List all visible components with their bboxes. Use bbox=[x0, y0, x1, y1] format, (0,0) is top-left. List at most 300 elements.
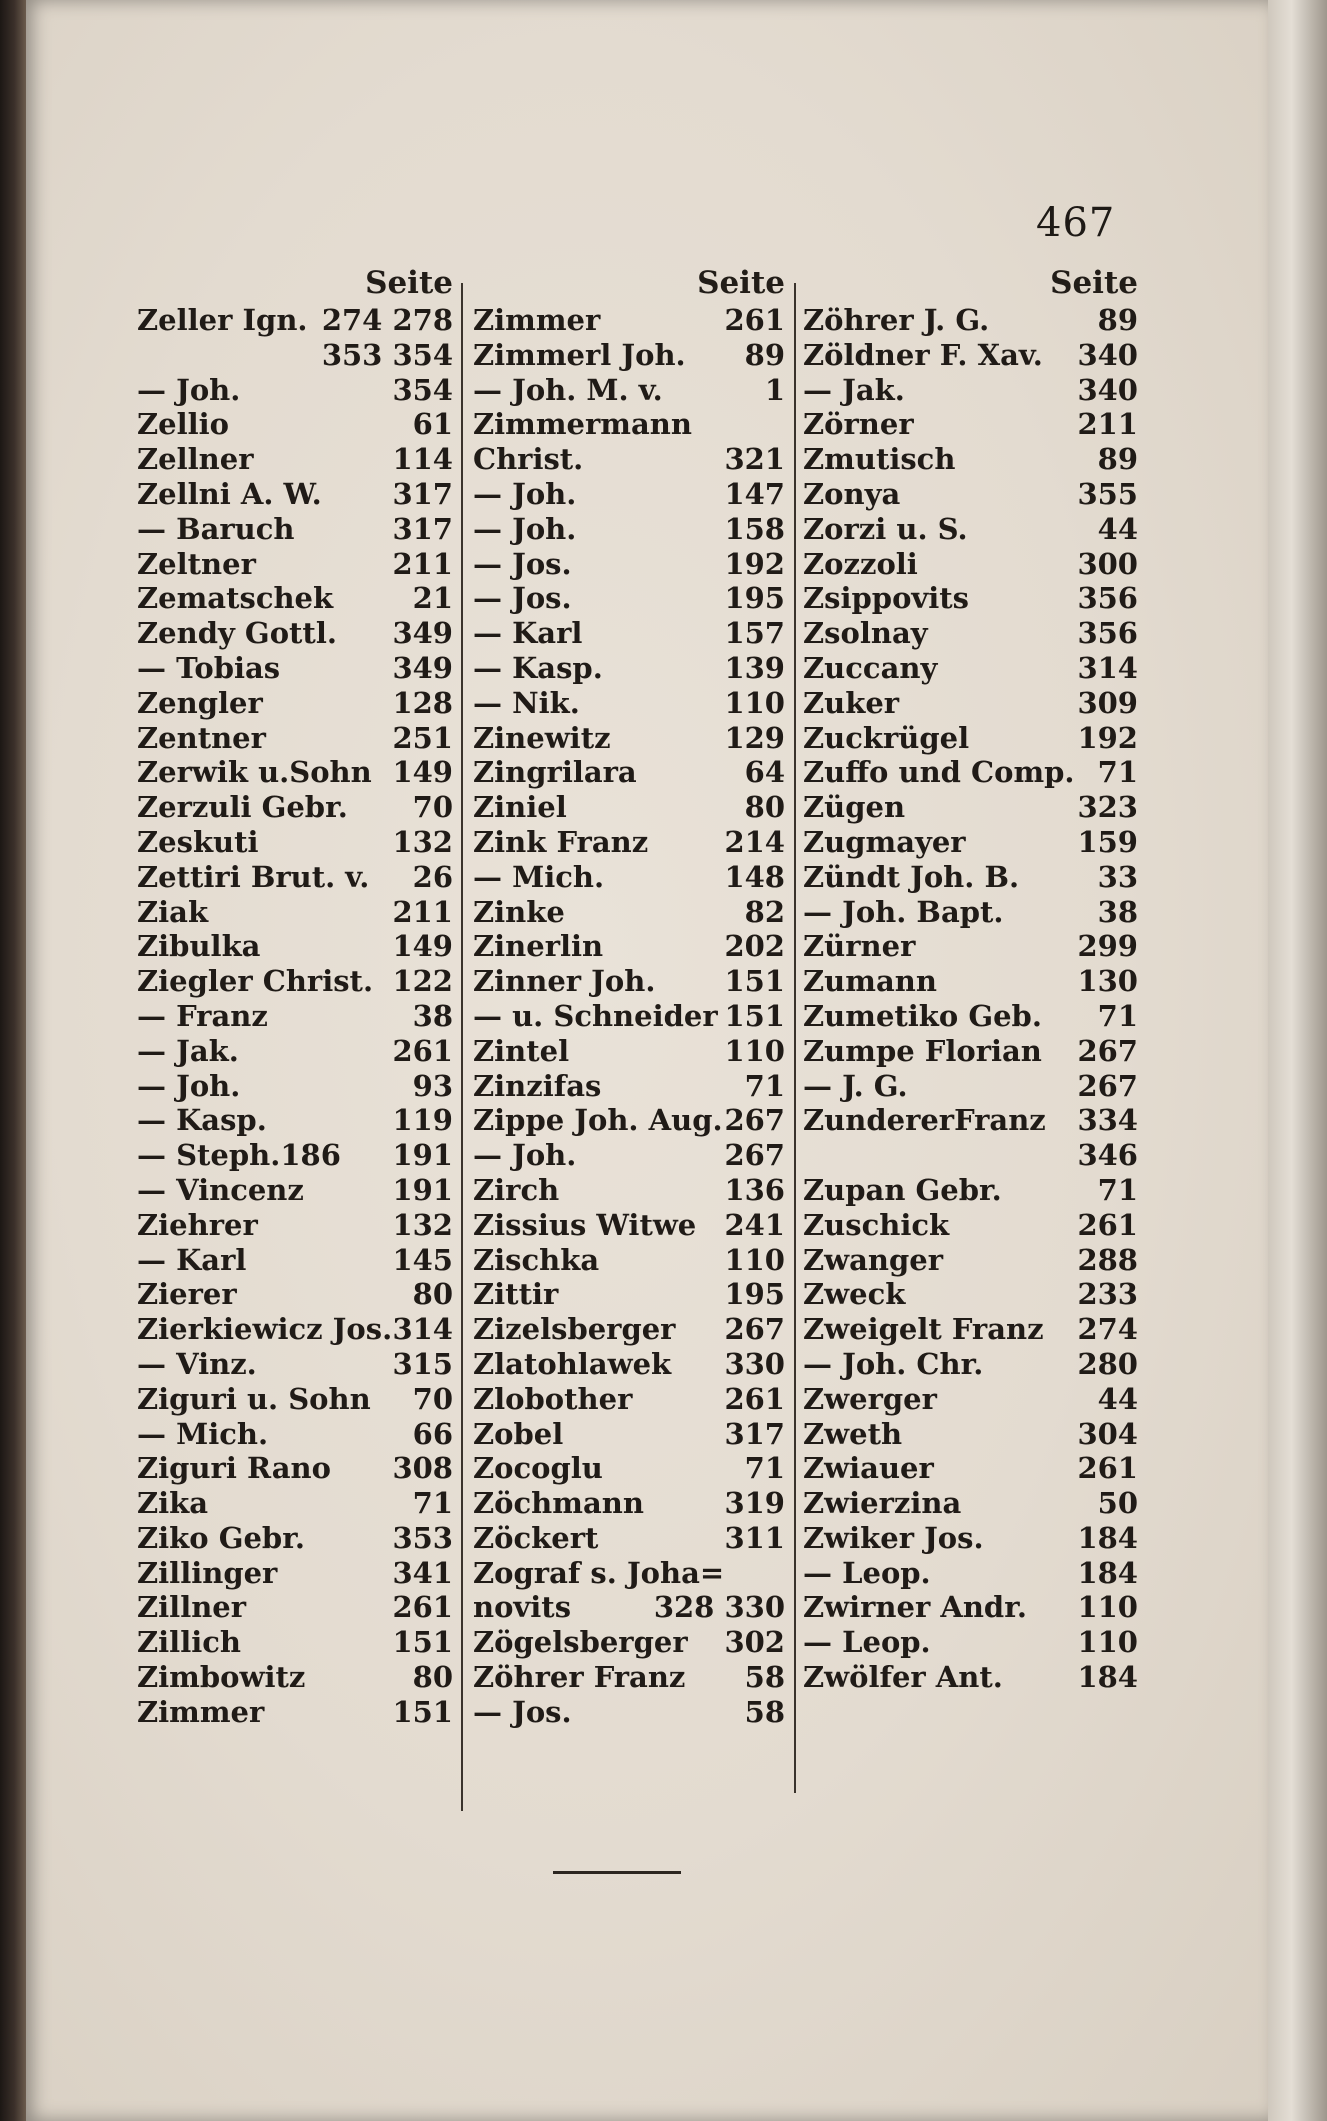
entry-pages: 151 bbox=[392, 1625, 453, 1660]
entry-pages: 148 bbox=[724, 859, 785, 894]
index-entry bbox=[473, 686, 785, 721]
entry-name: Zürner bbox=[803, 929, 916, 964]
entry-name: — Jos. bbox=[473, 546, 572, 581]
entry-name: — Jak. bbox=[137, 1033, 239, 1068]
entry-pages: 202 bbox=[724, 929, 785, 964]
entry-pages: 136 bbox=[724, 1172, 785, 1207]
entry-name: Ziguri Rano bbox=[137, 1451, 331, 1486]
entry-name: — J. G. bbox=[803, 1068, 908, 1103]
entry-pages: 355 bbox=[1077, 476, 1138, 511]
index-entry bbox=[803, 999, 1138, 1034]
entry-name: Zumetiko Geb. bbox=[803, 998, 1042, 1033]
column-header: Seite bbox=[1050, 265, 1138, 301]
entry-pages: 274 bbox=[1077, 1312, 1138, 1347]
entry-name: Zozzoli bbox=[803, 546, 918, 581]
index-entry bbox=[137, 651, 453, 686]
index-entry bbox=[473, 1556, 785, 1591]
entry-name: Zinewitz bbox=[473, 720, 611, 755]
entry-name: Zengler bbox=[137, 685, 263, 720]
index-entry bbox=[473, 964, 785, 999]
entry-pages: 26 bbox=[412, 859, 453, 894]
index-entry bbox=[137, 512, 453, 547]
index-entry bbox=[803, 1590, 1138, 1625]
entry-name: — Joh. M. v. bbox=[473, 372, 663, 407]
entry-pages: 314 bbox=[1077, 650, 1138, 685]
index-entry bbox=[803, 1243, 1138, 1278]
entry-name: Zimmermann bbox=[473, 407, 692, 442]
entry-name: Zintel bbox=[473, 1033, 570, 1068]
entry-name: Zierkiewicz Jos. bbox=[137, 1312, 393, 1347]
index-entry bbox=[137, 581, 453, 616]
entry-name: — Steph.186 bbox=[137, 1138, 341, 1173]
entry-name: Zuffo und Comp. bbox=[803, 755, 1075, 790]
entry-name: Zeskuti bbox=[137, 824, 259, 859]
index-entry bbox=[473, 1695, 785, 1730]
entry-pages: 66 bbox=[412, 1416, 453, 1451]
entry-name: Zugmayer bbox=[803, 824, 966, 859]
entry-name: — Jos. bbox=[473, 1694, 572, 1729]
entry-pages: 151 bbox=[724, 998, 785, 1033]
entry-pages: 267 bbox=[724, 1138, 785, 1173]
index-entry bbox=[473, 547, 785, 582]
entry-pages: 80 bbox=[412, 1660, 453, 1695]
entry-name: — Joh. bbox=[137, 372, 241, 407]
entry-pages: 195 bbox=[724, 1277, 785, 1312]
entry-pages: 317 bbox=[724, 1416, 785, 1451]
entry-name: — Jos. bbox=[473, 581, 572, 616]
index-entry bbox=[473, 1382, 785, 1417]
entry-pages: 308 bbox=[392, 1451, 453, 1486]
index-entry bbox=[137, 442, 453, 477]
entry-pages: 356 bbox=[1077, 616, 1138, 651]
entry-pages: 93 bbox=[412, 1068, 453, 1103]
index-entry bbox=[473, 860, 785, 895]
entry-pages: 44 bbox=[1097, 1381, 1138, 1416]
entry-pages: 50 bbox=[1097, 1486, 1138, 1521]
entry-pages: 349 bbox=[392, 616, 453, 651]
entry-pages: 241 bbox=[724, 1207, 785, 1242]
entry-name: ZundererFranz bbox=[803, 1103, 1046, 1138]
entry-name: — Tobias bbox=[137, 650, 281, 685]
index-entry bbox=[803, 338, 1138, 373]
entry-pages: 132 bbox=[392, 824, 453, 859]
entry-pages: 356 bbox=[1077, 581, 1138, 616]
entry-name: Zörner bbox=[803, 407, 914, 442]
entry-pages: 191 bbox=[392, 1138, 453, 1173]
entry-name: — Joh. Bapt. bbox=[803, 894, 1004, 929]
entry-name: — Jak. bbox=[803, 372, 905, 407]
entry-name: Zwiauer bbox=[803, 1451, 934, 1486]
column-header: Seite bbox=[697, 265, 785, 301]
entry-pages: 119 bbox=[392, 1103, 453, 1138]
entry-name: Zonya bbox=[803, 476, 901, 511]
entry-pages: 70 bbox=[412, 790, 453, 825]
index-entry bbox=[137, 1486, 453, 1521]
index-entry bbox=[473, 651, 785, 686]
entry-pages: 323 bbox=[1077, 790, 1138, 825]
index-entry bbox=[137, 1556, 453, 1591]
entry-name: — Vincenz bbox=[137, 1172, 304, 1207]
entry-pages: 328 330 bbox=[653, 1590, 785, 1625]
index-entry bbox=[803, 1625, 1138, 1660]
entry-name: — Kasp. bbox=[473, 650, 603, 685]
entry-name: Zillner bbox=[137, 1590, 247, 1625]
book-binding-edge bbox=[0, 0, 26, 2121]
index-entry bbox=[137, 1590, 453, 1625]
entry-name: — Vinz. bbox=[137, 1346, 257, 1381]
entry-pages: 354 bbox=[392, 372, 453, 407]
entry-name: Zerwik u.Sohn bbox=[137, 755, 372, 790]
entry-pages: 314 bbox=[392, 1312, 453, 1347]
entry-pages: 304 bbox=[1077, 1416, 1138, 1451]
entry-pages: 261 bbox=[392, 1033, 453, 1068]
entry-pages: 158 bbox=[724, 511, 785, 546]
index-entry bbox=[473, 303, 785, 338]
index-entry bbox=[137, 547, 453, 582]
index-entry bbox=[803, 1103, 1138, 1138]
index-entry bbox=[137, 1208, 453, 1243]
entry-name: Zentner bbox=[137, 720, 266, 755]
entry-pages: 149 bbox=[392, 755, 453, 790]
index-entry bbox=[803, 755, 1138, 790]
page-number: 467 bbox=[1036, 200, 1116, 246]
index-entry bbox=[803, 929, 1138, 964]
index-entry bbox=[473, 373, 785, 408]
entry-pages: 128 bbox=[392, 685, 453, 720]
entry-name: Zink Franz bbox=[473, 824, 649, 859]
entry-pages: 191 bbox=[392, 1172, 453, 1207]
entry-pages: 214 bbox=[724, 824, 785, 859]
entry-pages: 80 bbox=[744, 790, 785, 825]
entry-name: Zuckrügel bbox=[803, 720, 970, 755]
entry-pages: 192 bbox=[1077, 720, 1138, 755]
entry-pages: 261 bbox=[1077, 1451, 1138, 1486]
entry-name: Zika bbox=[137, 1486, 209, 1521]
entry-pages: 267 bbox=[724, 1312, 785, 1347]
entry-pages: 300 bbox=[1077, 546, 1138, 581]
index-entry bbox=[803, 1451, 1138, 1486]
index-entry bbox=[803, 1382, 1138, 1417]
index-entry bbox=[137, 1173, 453, 1208]
entry-pages: 139 bbox=[724, 650, 785, 685]
index-entry bbox=[137, 860, 453, 895]
entry-name: — Baruch bbox=[137, 511, 295, 546]
entry-pages: 341 bbox=[392, 1555, 453, 1590]
entry-name: Zerzuli Gebr. bbox=[137, 790, 348, 825]
entry-name: Zendy Gottl. bbox=[137, 616, 337, 651]
index-entry bbox=[473, 1138, 785, 1173]
entry-pages: 110 bbox=[724, 1242, 785, 1277]
entry-name: Zimmer bbox=[473, 303, 601, 337]
index-entry bbox=[473, 1486, 785, 1521]
entry-pages: 211 bbox=[392, 894, 453, 929]
entry-name: Zimmer bbox=[137, 1694, 265, 1729]
index-entry bbox=[473, 338, 785, 373]
entry-pages: 89 bbox=[744, 337, 785, 372]
entry-name: Zippe Joh. Aug. bbox=[473, 1103, 723, 1138]
entry-pages: 80 bbox=[412, 1277, 453, 1312]
index-entry bbox=[473, 1034, 785, 1069]
index-entry bbox=[473, 1243, 785, 1278]
index-entry bbox=[137, 338, 453, 373]
entry-pages: 110 bbox=[724, 1033, 785, 1068]
entry-pages: 157 bbox=[724, 616, 785, 651]
index-entry bbox=[137, 1660, 453, 1695]
entry-pages: 233 bbox=[1077, 1277, 1138, 1312]
entry-pages: 71 bbox=[1097, 998, 1138, 1033]
index-entry bbox=[473, 1312, 785, 1347]
entry-name: Zorzi u. S. bbox=[803, 511, 968, 546]
entry-name: — Kasp. bbox=[137, 1103, 267, 1138]
entry-pages: 58 bbox=[744, 1694, 785, 1729]
entry-pages: 211 bbox=[1077, 407, 1138, 442]
index-entry bbox=[137, 999, 453, 1034]
entry-pages: 340 bbox=[1077, 337, 1138, 372]
index-entry bbox=[137, 1625, 453, 1660]
entry-name: Zupan Gebr. bbox=[803, 1172, 1002, 1207]
index-entry bbox=[137, 407, 453, 442]
index-entry bbox=[803, 303, 1138, 338]
index-entry bbox=[803, 1417, 1138, 1452]
index-entry bbox=[803, 1556, 1138, 1591]
index-entry bbox=[137, 790, 453, 825]
entry-pages: 147 bbox=[724, 476, 785, 511]
column-divider bbox=[794, 283, 796, 1793]
entry-name: — Leop. bbox=[803, 1625, 931, 1660]
entry-name: Zlatohlawek bbox=[473, 1346, 672, 1381]
entry-name: Zellni A. W. bbox=[137, 476, 322, 511]
index-entry bbox=[803, 1034, 1138, 1069]
index-entry bbox=[137, 755, 453, 790]
entry-pages: 195 bbox=[724, 581, 785, 616]
entry-name: — Leop. bbox=[803, 1555, 931, 1590]
entry-pages: 299 bbox=[1077, 929, 1138, 964]
entry-name: — Joh. Chr. bbox=[803, 1346, 984, 1381]
index-entry bbox=[137, 477, 453, 512]
index-entry bbox=[803, 964, 1138, 999]
entry-name: Zuccany bbox=[803, 650, 938, 685]
entry-name: Zöchmann bbox=[473, 1486, 644, 1521]
entry-pages: 311 bbox=[724, 1520, 785, 1555]
entry-pages: 315 bbox=[392, 1346, 453, 1381]
entry-name: Zillich bbox=[137, 1625, 241, 1660]
entry-pages: 261 bbox=[724, 303, 785, 337]
index-entry bbox=[473, 895, 785, 930]
index-entry bbox=[803, 895, 1138, 930]
entry-name: — Joh. bbox=[473, 511, 577, 546]
index-entry bbox=[803, 547, 1138, 582]
index-entry bbox=[803, 1069, 1138, 1104]
entry-name: Zuschick bbox=[803, 1207, 950, 1242]
entry-name: Ziko Gebr. bbox=[137, 1520, 305, 1555]
entry-pages: 110 bbox=[724, 685, 785, 720]
entry-name: — Mich. bbox=[137, 1416, 269, 1451]
index-entry bbox=[803, 686, 1138, 721]
entry-name: — u. Schneider bbox=[473, 998, 718, 1033]
entry-pages: 353 354 bbox=[321, 337, 453, 372]
index-entry bbox=[137, 929, 453, 964]
index-entry bbox=[473, 581, 785, 616]
index-entry bbox=[473, 512, 785, 547]
index-entry bbox=[473, 790, 785, 825]
entry-name: novits bbox=[473, 1590, 572, 1625]
entry-name: Zematschek bbox=[137, 581, 334, 616]
closing-rule bbox=[553, 1871, 681, 1874]
entry-name: Zöhrer J. G. bbox=[803, 303, 990, 337]
entry-name: Zettiri Brut. v. bbox=[137, 859, 370, 894]
entry-pages: 82 bbox=[744, 894, 785, 929]
entry-name: Zischka bbox=[473, 1242, 600, 1277]
entry-name: Zweck bbox=[803, 1277, 906, 1312]
entry-pages: 71 bbox=[412, 1486, 453, 1521]
index-entry bbox=[137, 1451, 453, 1486]
entry-name: Zwierzina bbox=[803, 1486, 962, 1521]
entry-pages: 145 bbox=[392, 1242, 453, 1277]
entry-name: — Joh. bbox=[473, 476, 577, 511]
entry-name: Zmutisch bbox=[803, 442, 956, 477]
index-entry bbox=[137, 1034, 453, 1069]
index-entry bbox=[473, 477, 785, 512]
column-header: Seite bbox=[365, 265, 453, 301]
entry-name: Zsippovits bbox=[803, 581, 969, 616]
index-entry bbox=[473, 1625, 785, 1660]
index-entry bbox=[137, 721, 453, 756]
entry-pages: 64 bbox=[744, 755, 785, 790]
index-entry bbox=[473, 825, 785, 860]
entry-pages: 321 bbox=[724, 442, 785, 477]
entry-name: Zibulka bbox=[137, 929, 261, 964]
entry-pages: 334 bbox=[1077, 1103, 1138, 1138]
entry-pages: 319 bbox=[724, 1486, 785, 1521]
entry-name: Zellner bbox=[137, 442, 254, 477]
entry-pages: 280 bbox=[1077, 1346, 1138, 1381]
entry-name: Zingrilara bbox=[473, 755, 637, 790]
entry-pages: 122 bbox=[392, 964, 453, 999]
index-entry bbox=[803, 1521, 1138, 1556]
index-entry bbox=[803, 512, 1138, 547]
index-entry bbox=[473, 1451, 785, 1486]
index-entry bbox=[137, 1382, 453, 1417]
entry-name: Zwanger bbox=[803, 1242, 944, 1277]
entry-pages: 71 bbox=[1097, 1172, 1138, 1207]
entry-name: Zöhrer Franz bbox=[473, 1660, 686, 1695]
entry-name: Zeller Ign. bbox=[137, 303, 308, 337]
entry-name: — Karl bbox=[137, 1242, 247, 1277]
index-entry bbox=[803, 1486, 1138, 1521]
entry-name: Ziehrer bbox=[137, 1207, 258, 1242]
entry-pages: 184 bbox=[1077, 1555, 1138, 1590]
index-entry bbox=[473, 1103, 785, 1138]
entry-pages: 1 bbox=[764, 372, 785, 407]
index-entry bbox=[137, 825, 453, 860]
entry-name: Zwirner Andr. bbox=[803, 1590, 1027, 1625]
entry-name: Zügen bbox=[803, 790, 906, 825]
entry-name: Zöckert bbox=[473, 1520, 599, 1555]
entry-name: Zellio bbox=[137, 407, 230, 442]
entry-name: Zizelsberger bbox=[473, 1312, 676, 1347]
index-entry bbox=[803, 442, 1138, 477]
index-entry bbox=[803, 790, 1138, 825]
entry-pages: 261 bbox=[392, 1590, 453, 1625]
entry-name: Zweigelt Franz bbox=[803, 1312, 1044, 1347]
entry-name: — Karl bbox=[473, 616, 583, 651]
index-entry bbox=[137, 1277, 453, 1312]
entry-name: Zillinger bbox=[137, 1555, 278, 1590]
entry-name: Zissius Witwe bbox=[473, 1207, 697, 1242]
entry-pages: 129 bbox=[724, 720, 785, 755]
entry-name: Zumpe Florian bbox=[803, 1033, 1042, 1068]
entry-name: — Franz bbox=[137, 998, 268, 1033]
entry-pages: 267 bbox=[1077, 1068, 1138, 1103]
index-entry bbox=[473, 1417, 785, 1452]
entry-name: Zinerlin bbox=[473, 929, 604, 964]
entry-name: Zwerger bbox=[803, 1381, 937, 1416]
index-entry bbox=[473, 1069, 785, 1104]
entry-pages: 149 bbox=[392, 929, 453, 964]
index-entry bbox=[803, 860, 1138, 895]
entry-pages: 110 bbox=[1077, 1625, 1138, 1660]
index-entry bbox=[473, 721, 785, 756]
index-entry bbox=[137, 1138, 453, 1173]
entry-name: Zöldner F. Xav. bbox=[803, 337, 1043, 372]
entry-pages: 151 bbox=[724, 964, 785, 999]
index-entry bbox=[137, 1243, 453, 1278]
entry-pages: 288 bbox=[1077, 1242, 1138, 1277]
entry-name: Zweth bbox=[803, 1416, 903, 1451]
entry-pages: 38 bbox=[412, 998, 453, 1033]
index-entry bbox=[803, 477, 1138, 512]
index-column-2 bbox=[473, 265, 785, 1730]
index-entry bbox=[473, 616, 785, 651]
entry-name: Ziegler Christ. bbox=[137, 964, 374, 999]
index-entry bbox=[473, 929, 785, 964]
index-entry bbox=[473, 1208, 785, 1243]
entry-pages: 71 bbox=[1097, 755, 1138, 790]
index-entry bbox=[473, 1660, 785, 1695]
index-entry bbox=[803, 1208, 1138, 1243]
index-entry bbox=[803, 1277, 1138, 1312]
index-entry bbox=[803, 1312, 1138, 1347]
entry-pages: 317 bbox=[392, 476, 453, 511]
entry-name: Zinner Joh. bbox=[473, 964, 656, 999]
index-entry bbox=[803, 721, 1138, 756]
index-entry bbox=[137, 1312, 453, 1347]
index-entry bbox=[803, 407, 1138, 442]
entry-pages: 302 bbox=[724, 1625, 785, 1660]
entry-name: Zimmerl Joh. bbox=[473, 337, 686, 372]
entry-pages: 70 bbox=[412, 1381, 453, 1416]
entry-name: Zsolnay bbox=[803, 616, 928, 651]
entry-pages: 192 bbox=[724, 546, 785, 581]
entry-name: Ziak bbox=[137, 894, 209, 929]
entry-name: Christ. bbox=[473, 442, 584, 477]
entry-name: Zeltner bbox=[137, 546, 256, 581]
index-entry bbox=[803, 581, 1138, 616]
index-entry bbox=[137, 1069, 453, 1104]
index-entry bbox=[803, 373, 1138, 408]
index-entry bbox=[137, 1521, 453, 1556]
index-entry bbox=[473, 1521, 785, 1556]
index-entry bbox=[473, 1347, 785, 1382]
index-entry bbox=[473, 442, 785, 477]
index-entry bbox=[803, 1660, 1138, 1695]
entry-pages: 151 bbox=[392, 1694, 453, 1729]
entry-pages: 44 bbox=[1097, 511, 1138, 546]
entry-name: Zlobother bbox=[473, 1381, 633, 1416]
index-entry bbox=[803, 1347, 1138, 1382]
index-entry bbox=[137, 1347, 453, 1382]
entry-pages: 184 bbox=[1077, 1660, 1138, 1695]
